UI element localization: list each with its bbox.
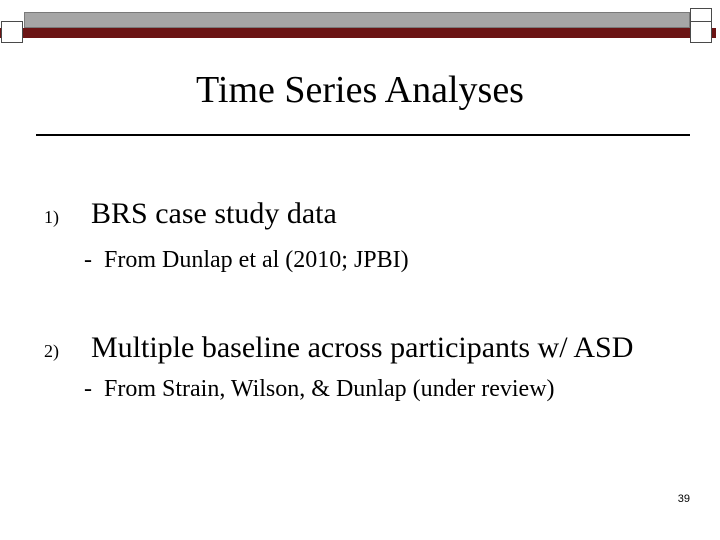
- list-item-1-number: 1): [44, 207, 59, 227]
- list-item-2-number: 2): [44, 341, 59, 361]
- corner-square-left: [1, 21, 23, 43]
- list-item-2-subtext-label: From Strain, Wilson, & Dunlap (under review): [104, 376, 555, 402]
- list-item-2-text: Multiple baseline across participants w/ ASD: [91, 331, 634, 364]
- list-item-1-subtext: [84, 245, 409, 275]
- corner-square-right-bottom: [690, 21, 712, 43]
- list-item-1-dash: -: [84, 247, 92, 273]
- top-band-dark: [0, 28, 716, 38]
- list-item-1-subtext-label: From Dunlap et al (2010; JPBI): [104, 247, 409, 273]
- list-item-1-text: BRS case study data: [91, 197, 337, 230]
- list-item-2-dash: -: [84, 376, 92, 402]
- list-item-2-subtext: [84, 374, 555, 404]
- slide-title: Time Series Analyses: [196, 69, 524, 111]
- top-decoration-bar: [0, 0, 720, 45]
- top-band-light: [24, 12, 690, 28]
- title-divider: [36, 134, 690, 136]
- page-number: 39: [677, 493, 690, 505]
